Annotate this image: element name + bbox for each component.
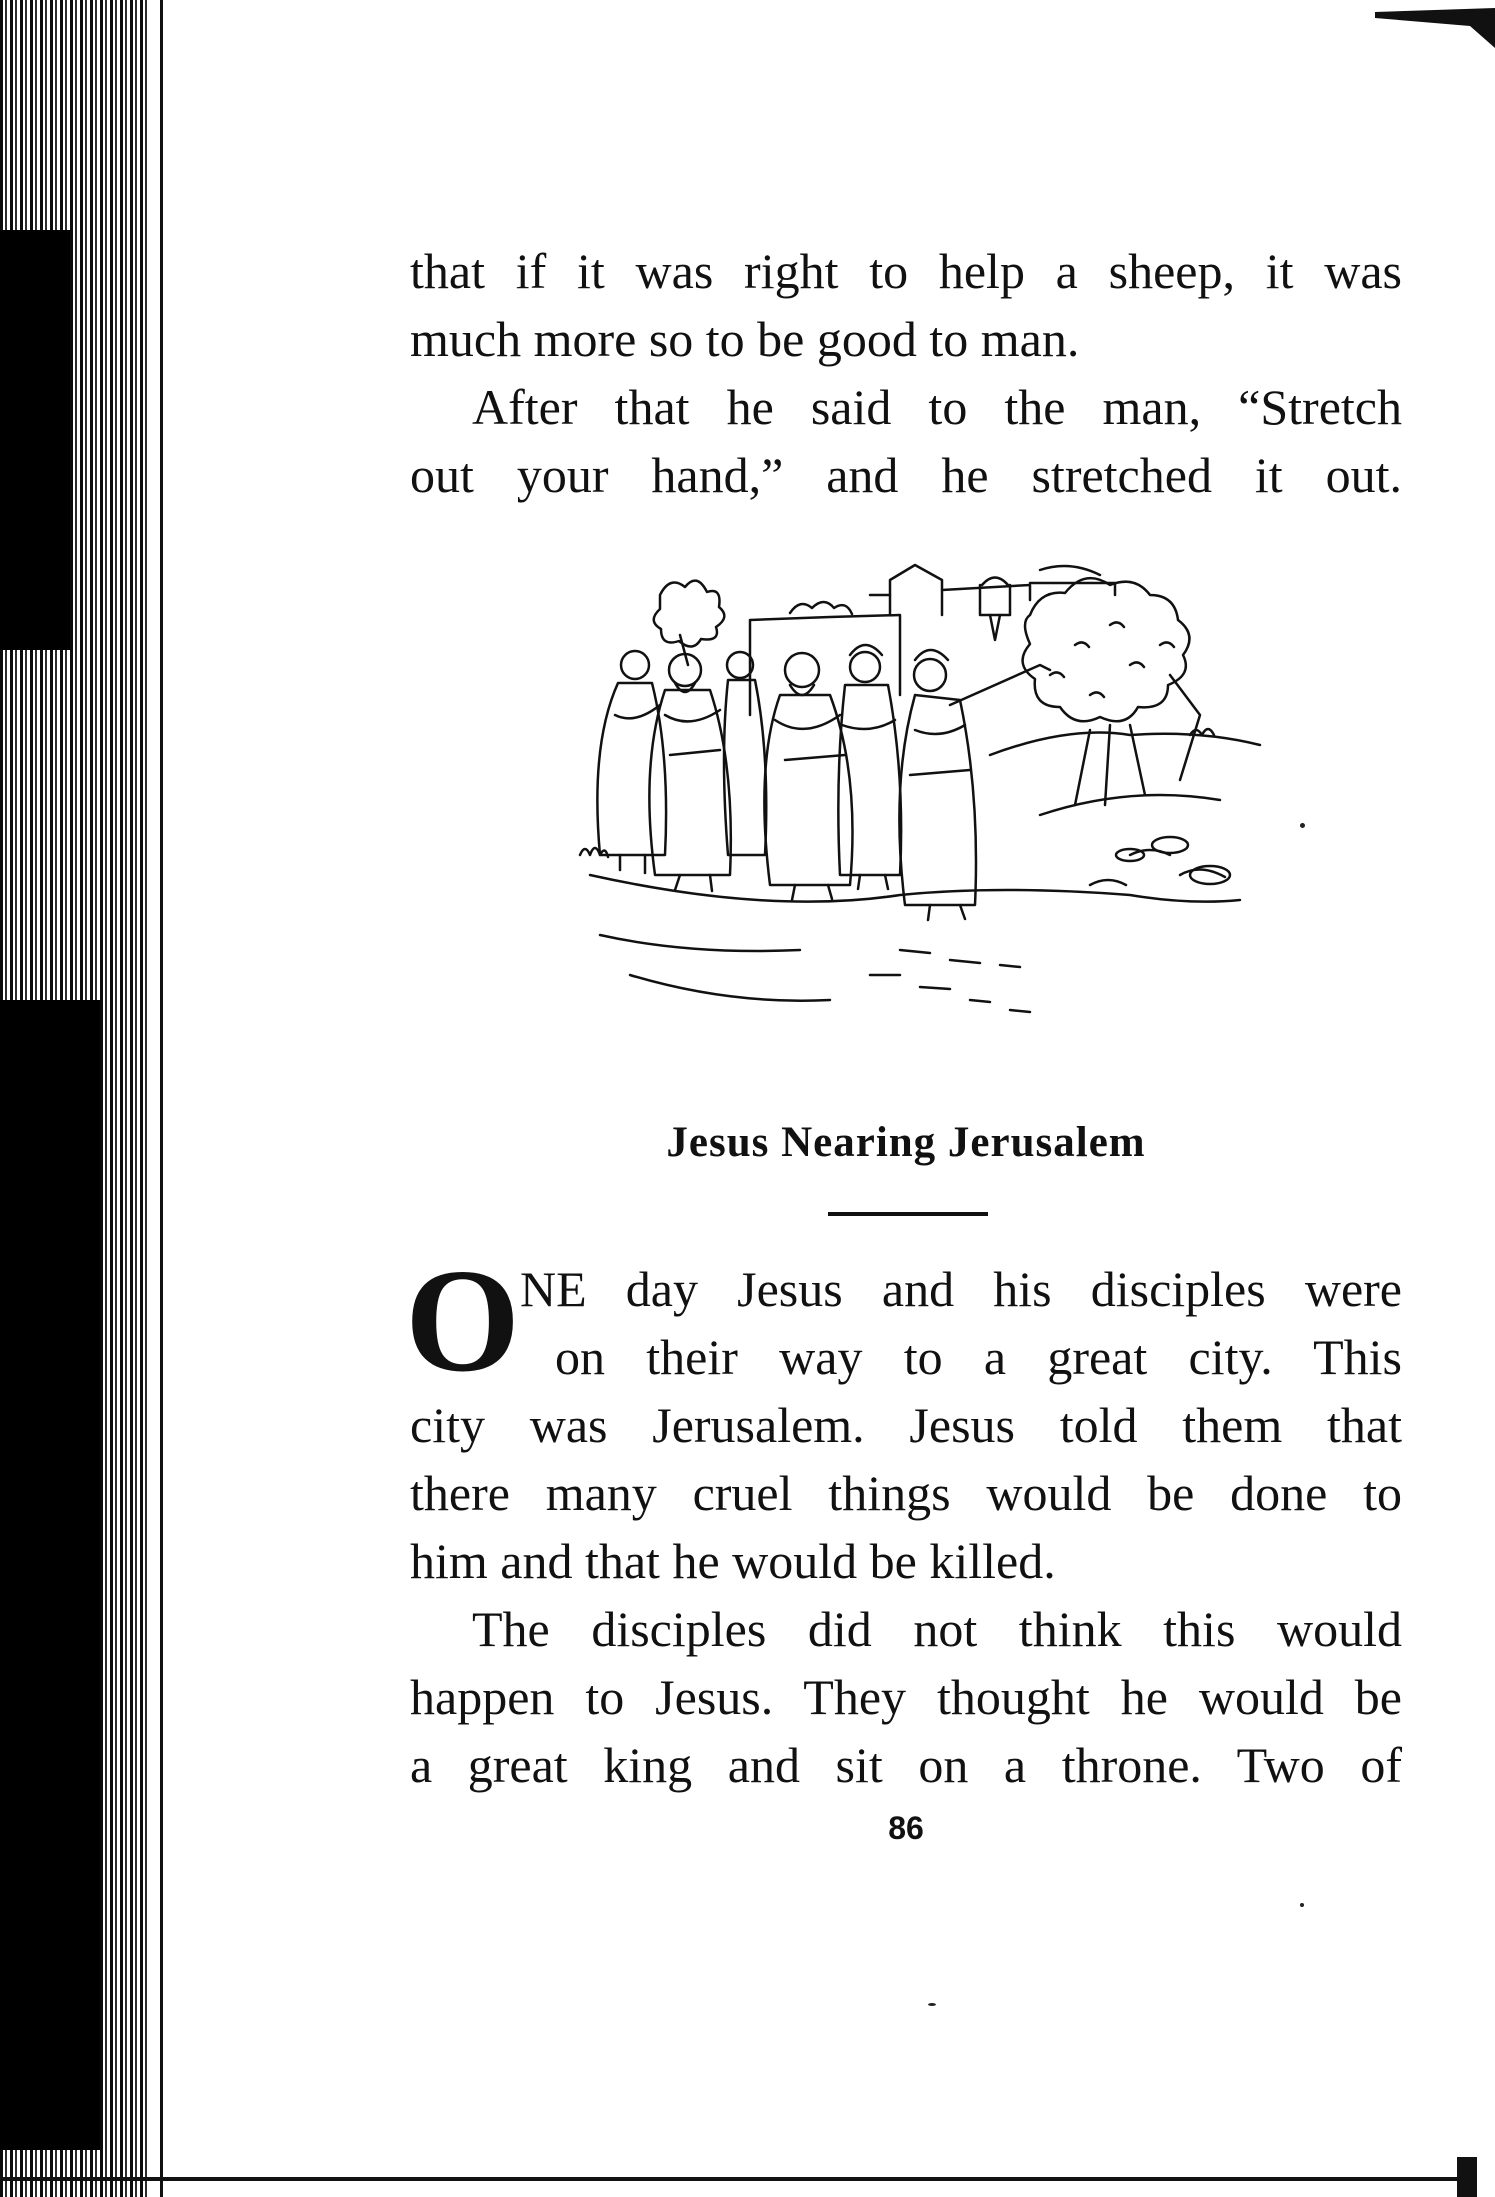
paragraph-continued xyxy=(410,237,1402,373)
text-line: there many cruel things would be done to xyxy=(410,1465,1402,1521)
text-line: NE day Jesus and his disciples were xyxy=(520,1261,1402,1317)
text-line: him and that he would be killed. xyxy=(410,1533,1056,1589)
story-title: Jesus Nearing Jerusalem xyxy=(666,1119,1146,1166)
text-line: The disciples did not think this would xyxy=(472,1601,1402,1657)
text-line: on their way to a great city. This xyxy=(555,1329,1402,1385)
title-divider xyxy=(828,1212,988,1216)
gutter-shadow xyxy=(0,230,70,650)
text-line: After that he said to the man, “Stretch xyxy=(472,379,1402,435)
scan-bottom-edge xyxy=(0,2177,1470,2181)
scan-speck xyxy=(1300,823,1305,828)
page-edge-line xyxy=(160,0,163,2197)
paragraph-story-opening xyxy=(410,1391,1402,1595)
page-number: 86 xyxy=(888,1810,924,1846)
gutter-gap xyxy=(150,0,160,2197)
drop-cap: O xyxy=(405,1239,521,1403)
paragraph-disciples xyxy=(410,1595,1402,1799)
scan-corner-mark xyxy=(1375,8,1495,48)
text-line: out your hand,” and he stretched it out. xyxy=(410,447,1402,503)
text-line: city was Jerusalem. Jesus told them that xyxy=(410,1397,1402,1453)
text-line: a great king and sit on a throne. Two of xyxy=(410,1737,1402,1793)
gutter-shadow xyxy=(0,1000,100,2150)
scan-speck xyxy=(1300,1903,1304,1907)
scan-speck xyxy=(928,2003,936,2006)
scan-corner-mark xyxy=(1457,2157,1477,2197)
paragraph-stretch xyxy=(410,373,1402,509)
text-line: that if it was right to help a sheep, it was xyxy=(410,243,1402,299)
text-line: happen to Jesus. They thought he would be xyxy=(410,1669,1402,1725)
text-line: much more so to be good to man. xyxy=(410,311,1080,367)
jesus-and-disciples-illustration xyxy=(570,555,1270,1080)
